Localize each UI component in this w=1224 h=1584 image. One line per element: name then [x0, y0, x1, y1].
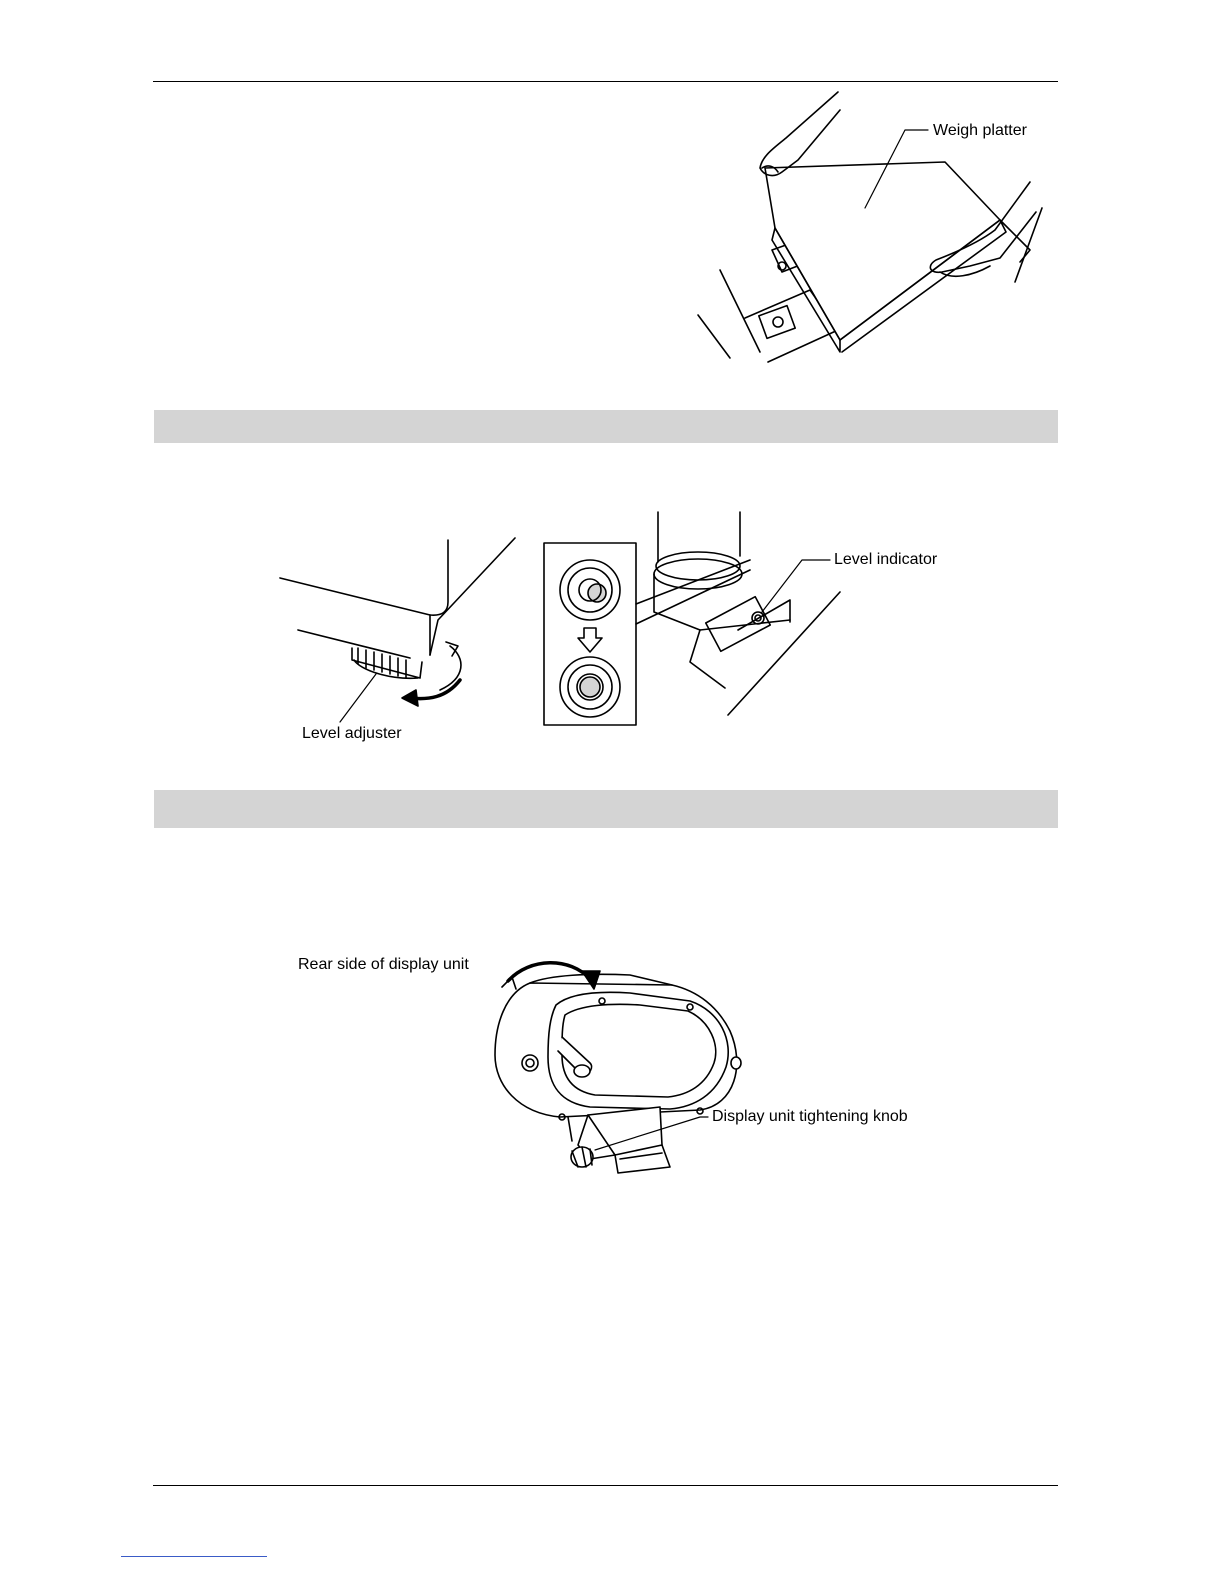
rear-side-label: Rear side of display unit — [298, 956, 469, 973]
display-unit-illustration — [290, 945, 930, 1185]
tightening-knob-label: Display unit tightening knob — [712, 1108, 908, 1125]
footer-rule — [153, 1485, 1058, 1486]
weigh-platter-label: Weigh platter — [933, 122, 1027, 139]
weigh-platter-illustration — [690, 90, 1060, 365]
level-indicator-label: Level indicator — [834, 551, 938, 568]
section-heading-band-1 — [154, 410, 1058, 443]
section-heading-band-2 — [154, 790, 1058, 828]
level-indicator-illustration — [540, 512, 950, 727]
footer-link-underline[interactable] — [121, 1556, 267, 1557]
header-rule — [153, 81, 1058, 82]
level-adjuster-illustration — [270, 530, 530, 745]
level-adjuster-label: Level adjuster — [302, 725, 402, 742]
